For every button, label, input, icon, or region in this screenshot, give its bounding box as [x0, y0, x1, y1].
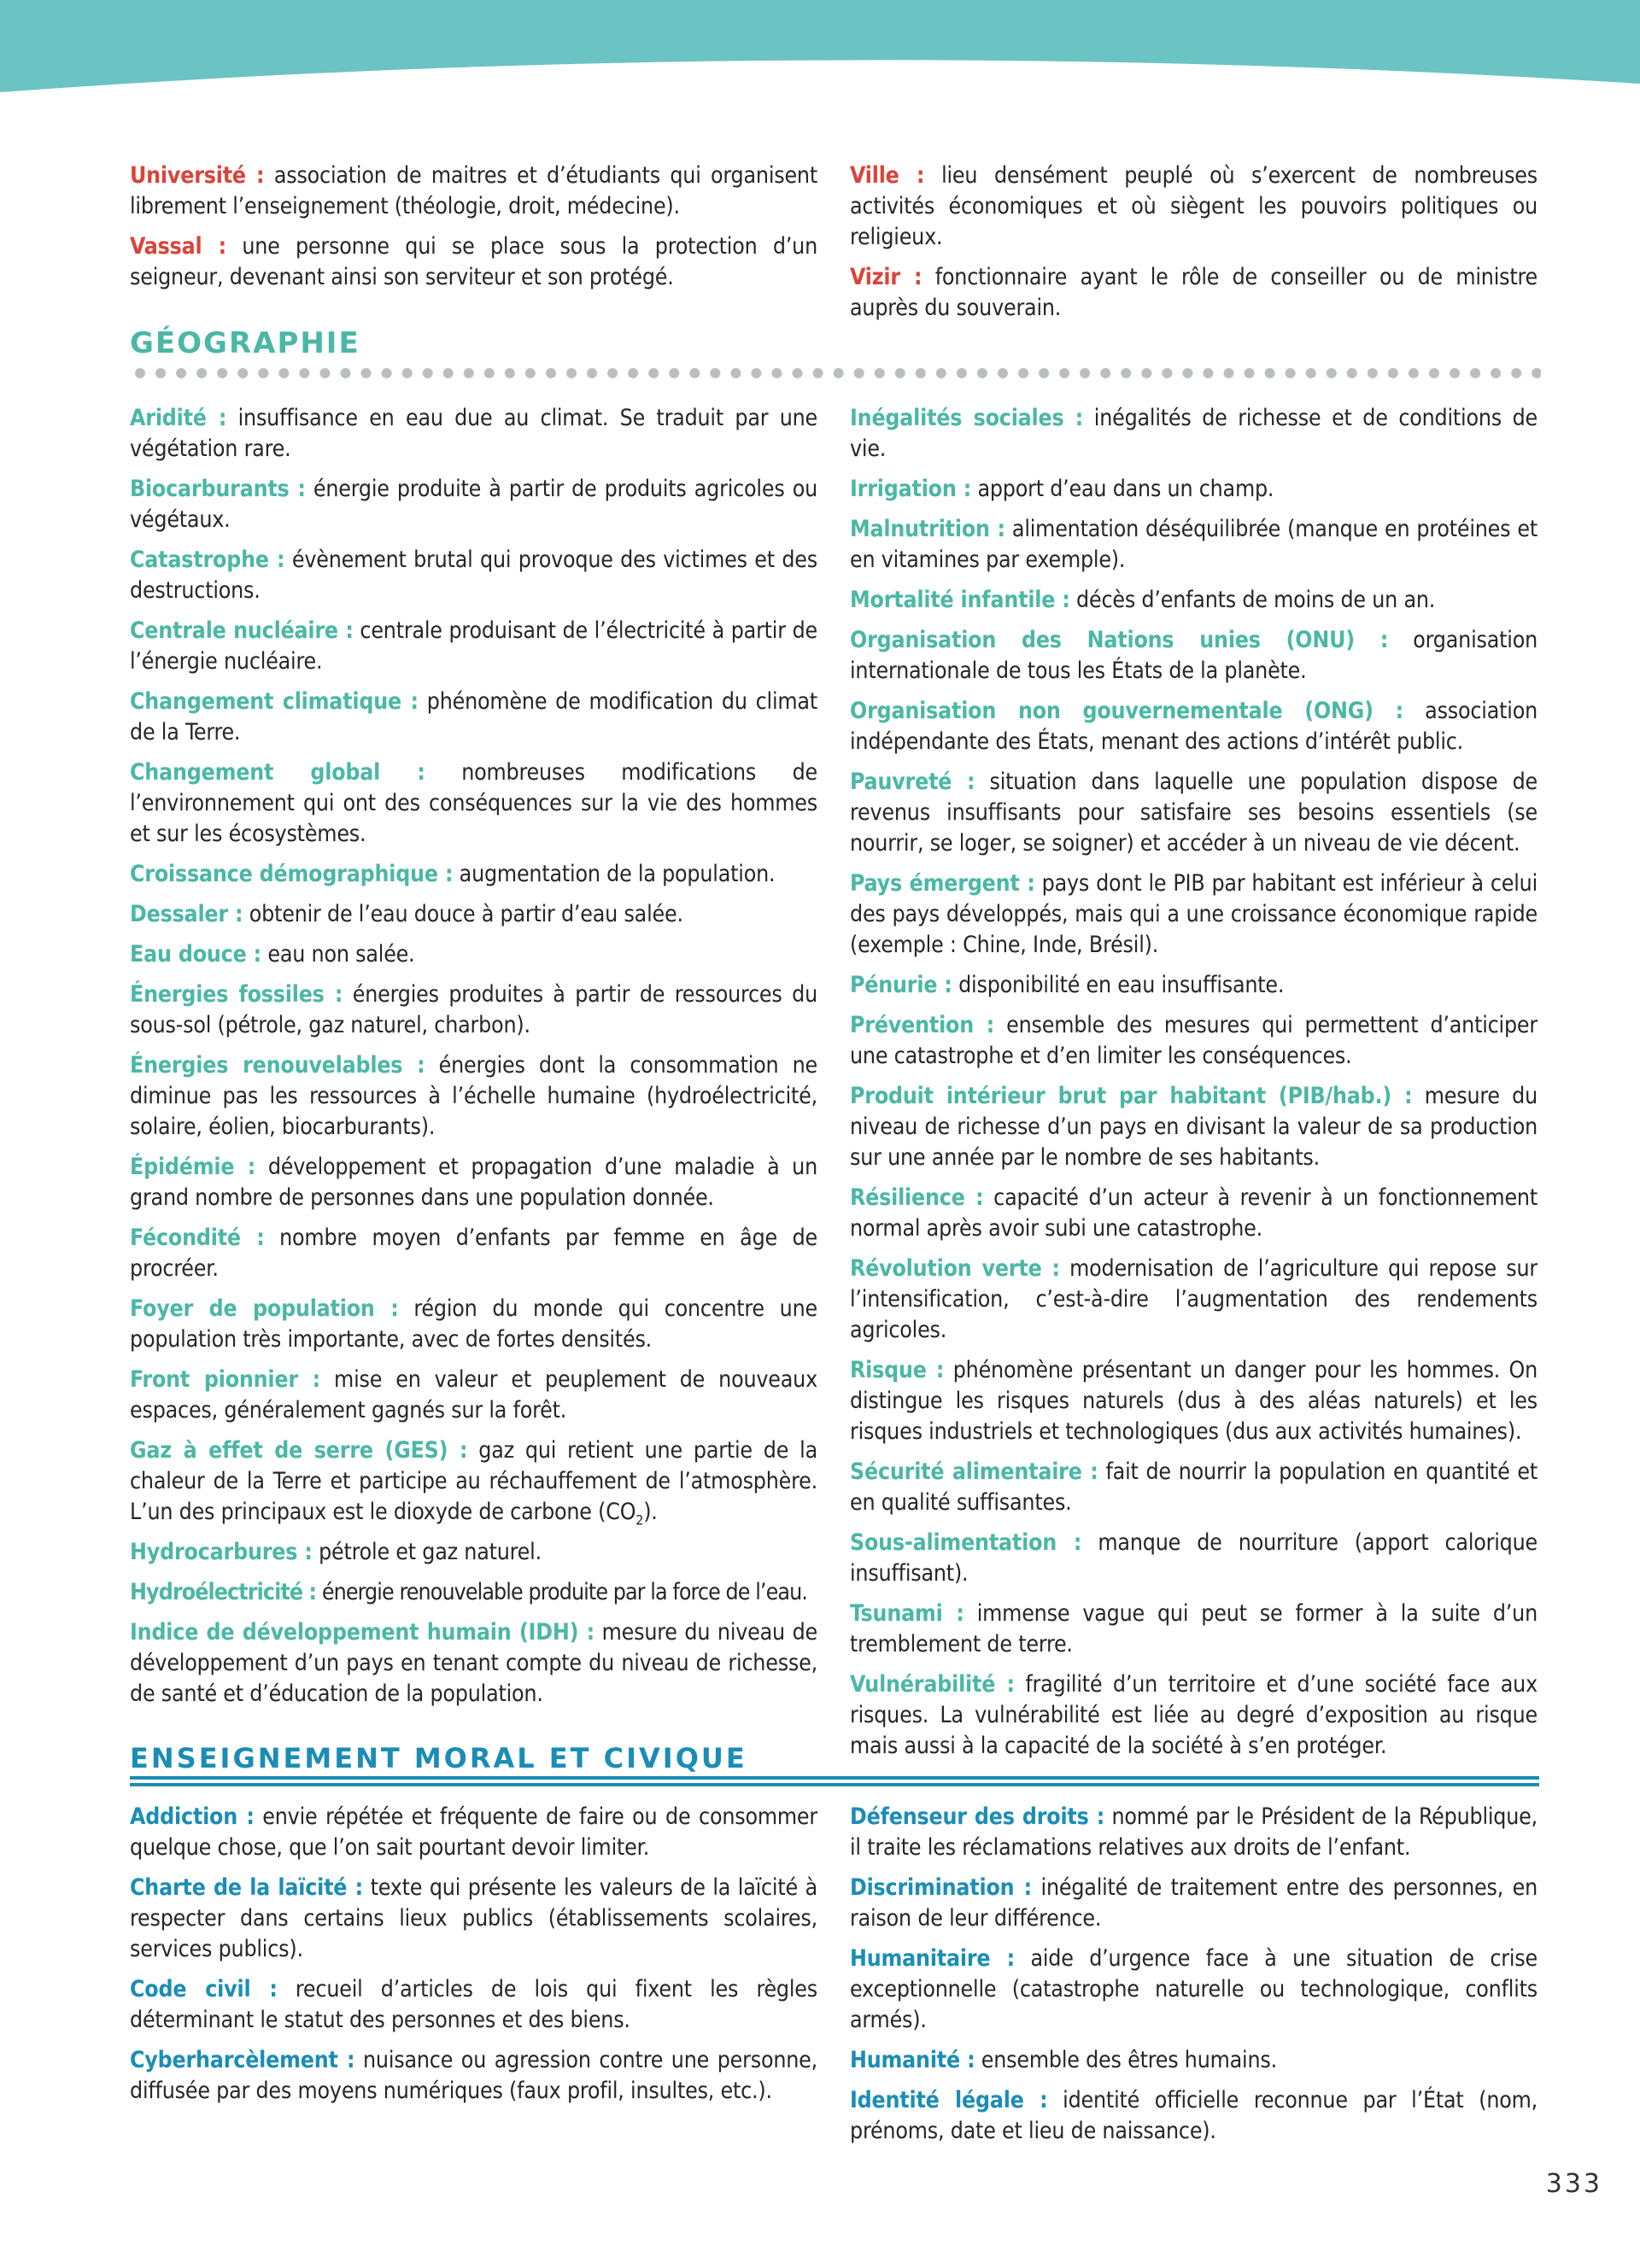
- entry-term: Code civil :: [130, 1976, 278, 2002]
- entry-term: Sécurité alimentaire :: [850, 1458, 1098, 1485]
- glossary-entry: [130, 1152, 817, 1213]
- entry-term: Discrimination :: [850, 1874, 1032, 1901]
- entry-term: Énergies fossiles :: [130, 981, 343, 1008]
- glossary-entry: [850, 868, 1538, 961]
- entry-term: Irrigation :: [850, 476, 972, 502]
- glossary-entry: [850, 625, 1538, 687]
- entry-term: Catastrophe :: [130, 547, 285, 573]
- entry-term: Croissance démographique :: [130, 861, 454, 887]
- glossary-entry: [850, 1528, 1538, 1589]
- histoire-section: [130, 161, 1538, 333]
- entry-term: Sous-alimentation :: [850, 1529, 1082, 1556]
- entry-term: Énergies renouvelables :: [130, 1052, 425, 1078]
- page-header-banner: [0, 0, 1640, 102]
- entry-definition: énergies dont la consommation ne diminue pas les ressources à l’échelle humaine (hydroélectricité, solaire, éolien, biocarburants).: [130, 1052, 817, 1140]
- entry-definition: insuffisance en eau due au climat. Se traduit par une végétation rare.: [130, 405, 818, 462]
- glossary-entry: [850, 262, 1538, 324]
- entry-term: Résilience :: [850, 1184, 984, 1211]
- entry-definition: recueil d’articles de lois qui fixent les règles déterminant le statut des personnes et des biens.: [130, 1976, 817, 2033]
- entry-definition: énergie renouvelable produite par la force de l’eau.: [321, 1579, 807, 1605]
- glossary-entry: [130, 1617, 817, 1710]
- glossary-entry: [130, 1873, 817, 1965]
- glossary-entry: [130, 859, 817, 890]
- entry-definition: nuisance ou agression contre une personne, diffusée par des moyens numériques (faux profil, insultes, etc.).: [130, 2047, 817, 2104]
- glossary-entry: [130, 1050, 817, 1143]
- entry-term: Pays émergent :: [850, 870, 1035, 897]
- entry-term: Eau douce :: [130, 941, 262, 967]
- glossary-entry: [130, 1974, 817, 2036]
- glossary-entry: [130, 403, 817, 465]
- entry-definition: nombreuses modifications de l’environnement qui ont des conséquences sur la vie des hommes et sur les écosystèmes.: [130, 759, 818, 847]
- entry-definition: situation dans laquelle une population dispose de revenus insuffisants pour satisfaire ses besoins essentiels (se nourrir, se loger, se soigner) et accéder à un niveau de vie décent.: [850, 769, 1538, 856]
- entry-definition: immense vague qui peut se former à la suite d’un tremblement de terre.: [850, 1600, 1538, 1657]
- entry-term: Inégalités sociales :: [850, 405, 1084, 431]
- entry-definition: décès d’enfants de moins de un an.: [1076, 587, 1436, 613]
- entry-definition-end: ).: [643, 1499, 658, 1525]
- entry-term: Tsunami :: [850, 1600, 964, 1627]
- glossary-entry: [850, 970, 1538, 1001]
- entry-definition: évènement brutal qui provoque des victimes et des destructions.: [130, 547, 817, 604]
- glossary-entry: [850, 161, 1538, 253]
- double-rule-divider: [130, 1776, 1539, 1788]
- entry-term: Risque :: [850, 1357, 945, 1383]
- glossary-entry: [130, 1435, 817, 1528]
- entry-term: Pauvreté :: [850, 769, 975, 795]
- glossary-entry: [130, 1802, 817, 1863]
- entry-definition: augmentation de la population.: [459, 861, 776, 887]
- glossary-entry: [850, 403, 1538, 465]
- entry-term: Révolution verte :: [850, 1255, 1060, 1282]
- glossary-entry: [130, 1537, 817, 1568]
- glossary-entry: [130, 1294, 817, 1355]
- glossary-entry: [850, 1599, 1538, 1660]
- emc-section: [130, 1802, 1538, 2156]
- glossary-entry: [850, 1081, 1538, 1173]
- entry-term: Ville :: [850, 162, 925, 189]
- geographie-section: [130, 403, 1538, 1771]
- entry-definition: nombre moyen d’enfants par femme en âge de procréer.: [130, 1225, 817, 1282]
- entry-term: Vizir :: [850, 264, 922, 290]
- entry-definition: énergie produite à partir de produits agricoles ou végétaux.: [130, 476, 817, 533]
- emc-right-column: [850, 1802, 1538, 2156]
- glossary-entry: [850, 1457, 1538, 1518]
- entry-term: Front pionnier :: [130, 1366, 321, 1393]
- entry-term: Addiction :: [130, 1803, 255, 1830]
- histoire-left-column: [130, 161, 817, 333]
- entry-definition: mise en valeur et peuplement de nouveaux espaces, généralement gagnés sur la forêt.: [130, 1366, 817, 1423]
- glossary-entry: [850, 585, 1538, 616]
- entry-term: Indice de développement humain (IDH) :: [130, 1619, 595, 1645]
- entry-term: Centrale nucléaire :: [130, 617, 354, 644]
- entry-definition: fonctionnaire ayant le rôle de conseiller ou de ministre auprès du souverain.: [850, 264, 1538, 321]
- entry-term: Identité légale :: [850, 2087, 1048, 2113]
- entry-term: Organisation des Nations unies (ONU) :: [850, 627, 1389, 653]
- entry-definition: aide d’urgence face à une situation de crise exceptionnelle (catastrophe naturelle ou technologique, conflits armés).: [850, 1945, 1538, 2033]
- glossary-entry: [850, 1669, 1538, 1762]
- glossary-entry: [850, 1010, 1538, 1072]
- entry-term: Cyberharcèlement :: [130, 2047, 355, 2073]
- entry-term: Vulnérabilité :: [850, 1671, 1015, 1698]
- glossary-entry: [130, 616, 817, 677]
- entry-definition: capacité d’un acteur à revenir à un fonctionnement normal après avoir subi une catastrophe.: [850, 1184, 1538, 1242]
- entry-definition: identité officielle reconnue par l’État (nom, prénoms, date et lieu de naissance).: [850, 2087, 1538, 2144]
- glossary-entry: [850, 1254, 1538, 1346]
- glossary-entry: [130, 757, 817, 850]
- entry-definition: centrale produisant de l’électricité à partir de l’énergie nucléaire.: [130, 617, 817, 675]
- glossary-entry: [850, 514, 1538, 576]
- glossary-entry: [850, 1944, 1538, 2036]
- entry-definition: association indépendante des États, menant des actions d’intérêt public.: [850, 698, 1538, 755]
- histoire-right-column: [850, 161, 1538, 333]
- geographie-right-column: [850, 403, 1538, 1771]
- entry-definition: pays dont le PIB par habitant est inférieur à celui des pays développés, mais qui a une croissance économique rapide (exemple : Chine, Inde, Brésil).: [850, 870, 1538, 958]
- entry-term: Université :: [130, 162, 265, 189]
- entry-term: Épidémie :: [130, 1154, 256, 1180]
- glossary-entry: [130, 939, 817, 970]
- entry-term: Organisation non gouvernementale (ONG) :: [850, 698, 1404, 724]
- entry-term: Changement global :: [130, 759, 425, 786]
- entry-term: Changement climatique :: [130, 688, 419, 715]
- entry-definition: disponibilité en eau insuffisante.: [958, 972, 1285, 998]
- entry-definition: modernisation de l’agriculture qui repose sur l’intensification, c’est-à-dire l’augmentation des rendements agricoles.: [850, 1255, 1538, 1343]
- glossary-entry: [850, 1802, 1538, 1863]
- entry-term: Humanité :: [850, 2047, 975, 2073]
- glossary-entry: [130, 2045, 817, 2107]
- glossary-entry: [130, 474, 817, 535]
- geographie-title: GÉOGRAPHIE: [130, 326, 360, 360]
- entry-definition: fait de nourrir la population en quantité et en qualité suffisantes.: [850, 1458, 1538, 1516]
- entry-term: Hydroélectricité :: [130, 1579, 317, 1605]
- entry-definition: eau non salée.: [267, 941, 415, 967]
- entry-definition: ensemble des mesures qui permettent d’anticiper une catastrophe et d’en limiter les conséquences.: [850, 1012, 1538, 1069]
- entry-term: Biocarburants :: [130, 476, 306, 502]
- emc-title: ENSEIGNEMENT MORAL ET CIVIQUE: [130, 1742, 747, 1774]
- entry-definition: manque de nourriture (apport calorique insuffisant).: [850, 1529, 1538, 1587]
- glossary-entry: [850, 1183, 1538, 1244]
- glossary-entry: [850, 696, 1538, 757]
- page-number: 333: [1545, 2169, 1602, 2199]
- glossary-entry: [850, 767, 1538, 859]
- entry-definition: ensemble des êtres humains.: [981, 2047, 1277, 2073]
- entry-definition: texte qui présente les valeurs de la laïcité à respecter dans certains lieux publics (établissements scolaires, services publics).: [130, 1874, 817, 1962]
- entry-term: Mortalité infantile :: [850, 587, 1070, 613]
- entry-term: Humanitaire :: [850, 1945, 1015, 1972]
- rule-line: [130, 1776, 1539, 1780]
- glossary-entry: [850, 1355, 1538, 1447]
- glossary-entry: [130, 1365, 817, 1426]
- entry-definition: pétrole et gaz naturel.: [319, 1539, 542, 1565]
- glossary-entry: [130, 979, 817, 1041]
- entry-term: Malnutrition :: [850, 516, 1005, 542]
- entry-term: Vassal :: [130, 233, 226, 260]
- glossary-entry: [850, 2045, 1538, 2076]
- header-wave: [0, 0, 1640, 92]
- entry-term: Gaz à effet de serre (GES) :: [130, 1437, 468, 1464]
- emc-left-column: [130, 1802, 817, 2156]
- entry-definition: mesure du niveau de richesse d’un pays en divisant la valeur de sa production sur une année par le nombre de ses habitants.: [850, 1083, 1538, 1171]
- entry-definition: envie répétée et fréquente de faire ou de consommer quelque chose, que l’on sait pourtant devoir limiter.: [130, 1803, 817, 1861]
- entry-definition: mesure du niveau de développement d’un pays en tenant compte du niveau de richesse, de santé et d’éducation de la population.: [130, 1619, 817, 1707]
- glossary-entry: [850, 1873, 1538, 1934]
- rule-line: [130, 1783, 1539, 1786]
- glossary-entry: [130, 231, 817, 293]
- entry-definition: alimentation déséquilibrée (manque en protéines et en vitamines par exemple).: [850, 516, 1538, 573]
- entry-term: Hydrocarbures :: [130, 1539, 313, 1565]
- entry-term: Charte de la laïcité :: [130, 1874, 363, 1901]
- entry-definition: organisation internationale de tous les États de la planète.: [850, 627, 1538, 684]
- entry-definition: gaz qui retient une partie de la chaleur de la Terre et participe au réchauffement de l’atmosphère. L’un des principaux est le dioxyde de carbone (CO: [130, 1437, 817, 1525]
- entry-definition: une personne qui se place sous la protection d’un seigneur, devenant ainsi son serviteur et son protégé.: [130, 233, 817, 290]
- entry-term: Foyer de population :: [130, 1295, 399, 1322]
- entry-term: Dessaler :: [130, 901, 243, 927]
- entry-definition: région du monde qui concentre une population très importante, avec de fortes densités.: [130, 1295, 817, 1353]
- glossary-entry: [130, 1223, 817, 1284]
- entry-definition: apport d’eau dans un champ.: [977, 476, 1274, 502]
- entry-definition: association de maitres et d’étudiants qui organisent librement l’enseignement (théologie, droit, médecine).: [130, 162, 817, 219]
- entry-definition: obtenir de l’eau douce à partir d’eau salée.: [249, 901, 683, 927]
- entry-term: Fécondité :: [130, 1225, 265, 1251]
- entry-term: Produit intérieur brut par habitant (PIB/hab.) :: [850, 1083, 1413, 1109]
- glossary-entry: [130, 545, 817, 606]
- glossary-entry: [130, 1577, 817, 1608]
- entry-definition: fragilité d’un territoire et d’une société face aux risques. La vulnérabilité est liée au degré d’exposition au risque mais aussi à la capacité de la société à s’en protéger.: [850, 1671, 1538, 1759]
- entry-term: Prévention :: [850, 1012, 995, 1038]
- entry-term: Pénurie :: [850, 972, 952, 998]
- entry-definition: lieu densément peuplé où s’exercent de nombreuses activités économiques et où siègent les pouvoirs politiques ou religieux.: [850, 162, 1538, 250]
- geographie-left-column: [130, 403, 817, 1771]
- dotted-divider: [130, 367, 1541, 379]
- glossary-entry: [850, 474, 1538, 505]
- glossary-entry: [130, 687, 817, 748]
- glossary-entry: [130, 161, 817, 222]
- subscript-2: 2: [636, 1511, 644, 1529]
- entry-definition: nommé par le Président de la République, il traite les réclamations relatives aux droits de l’enfant.: [850, 1803, 1538, 1861]
- entry-term: Aridité :: [130, 405, 227, 431]
- entry-definition: phénomène de modification du climat de la Terre.: [130, 688, 817, 745]
- entry-term: Défenseur des droits :: [850, 1803, 1105, 1830]
- entry-definition: développement et propagation d’une maladie à un grand nombre de personnes dans une population donnée.: [130, 1154, 818, 1211]
- entry-definition: inégalité de traitement entre des personnes, en raison de leur différence.: [850, 1874, 1538, 1932]
- entry-definition: phénomène présentant un danger pour les hommes. On distingue les risques naturels (dus à des aléas naturels) et les risques industriels et technologiques (dus aux activités humaines).: [850, 1357, 1538, 1445]
- entry-definition: énergies produites à partir de ressources du sous-sol (pétrole, gaz naturel, charbon).: [130, 981, 817, 1038]
- glossary-entry: [130, 899, 817, 930]
- glossary-entry: [850, 2085, 1538, 2147]
- entry-definition: inégalités de richesse et de conditions de vie.: [850, 405, 1538, 462]
